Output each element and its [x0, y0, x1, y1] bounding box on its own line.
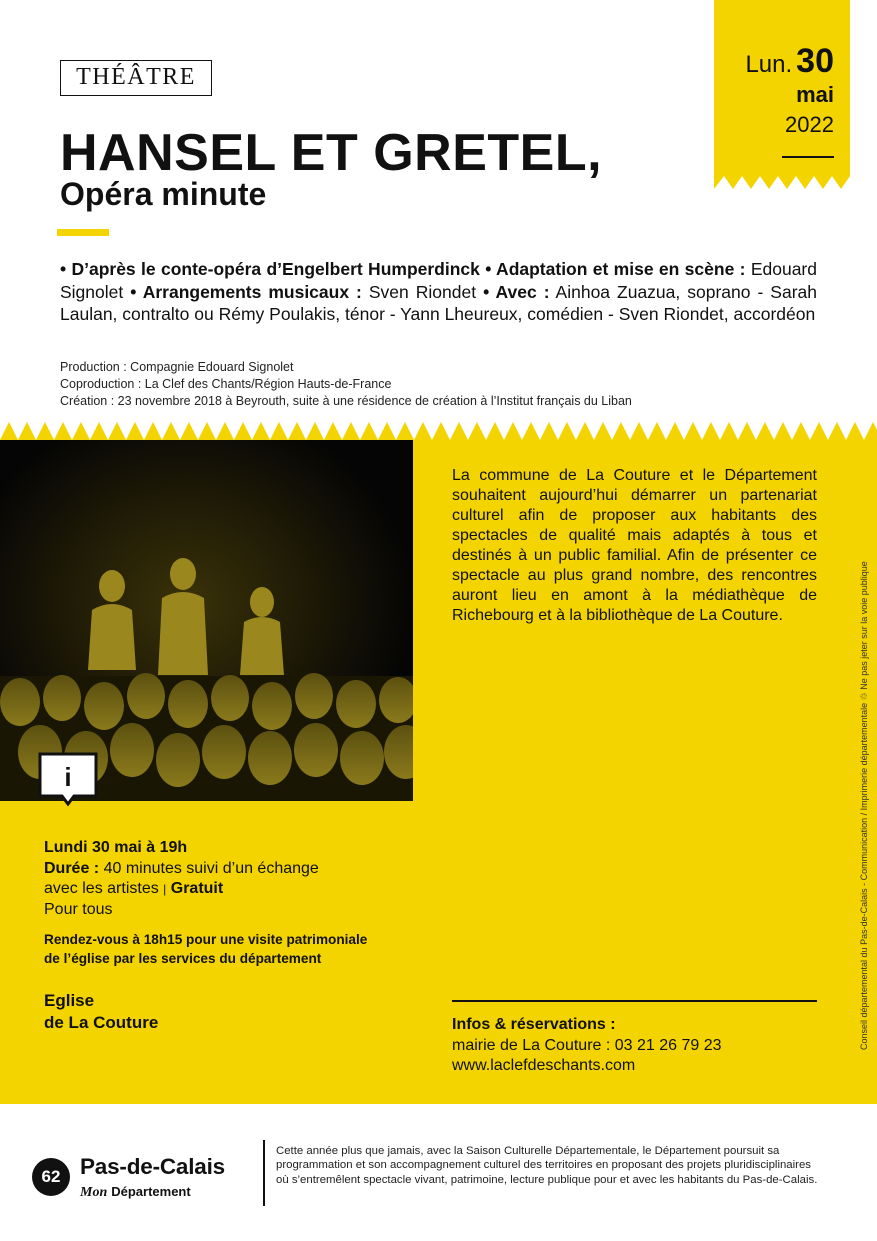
event-duration-value: 40 minutes suivi d’un échange [99, 859, 319, 877]
category-label: THÉÂTRE [60, 60, 212, 96]
logo-tag-script: Mon [80, 1185, 108, 1200]
credits-arrangements: Sven Riondet [361, 281, 484, 302]
logo-name: Pas-de-Calais [80, 1154, 225, 1179]
event-separator: | [163, 882, 167, 896]
event-datetime-text: Lundi 30 mai à 19h [44, 839, 188, 856]
footer-divider [263, 1140, 265, 1206]
production-info [60, 359, 632, 410]
event-duration [44, 859, 404, 880]
creation-line: Création : 23 novembre 2018 à Beyrouth, suite à une résidence de création à l’Institut français du Liban [60, 394, 632, 408]
event-duration-label: Durée : [44, 859, 100, 877]
date-rule [782, 156, 834, 158]
page-subtitle: Opéra minute [60, 176, 267, 212]
infos-label: Infos & réservations : [452, 1016, 616, 1033]
date-day [745, 42, 834, 81]
page-title: HANSEL ET GRETEL, [60, 124, 603, 182]
credits-source-label: • D’après le conte-opéra d’Engelbert Humperdinck • Adaptation et mise en scène : [60, 259, 746, 279]
date-weekday: Lun. [745, 51, 793, 78]
title-accent-bar [57, 229, 109, 236]
logo-tag-text: Département [111, 1184, 191, 1199]
description-paragraph: La commune de La Couture et le Département souhaitent aujourd’hui démarrer un partenariat culturel afin de proposer aux habitants des spectacles de qualité mais adaptés à tous et destinés à un public familial. Afin de présenter ce spectacle au plus grand nombre, des rencontres auront lieu en amont à la médiathèque de Richebourg et à la bibliothèque de La Couture. [452, 467, 817, 624]
side-credit: Conseil départemental du Pas-de-Calais - Communication / Imprimerie départementale ♲ Ne pas jeter sur la voie publique [859, 561, 869, 1050]
event-details [44, 838, 404, 920]
event-duration-cont-text: avec les artistes [44, 880, 159, 897]
event-datetime [44, 838, 404, 859]
footer-text: Cette année plus que jamais, avec la Saison Culturelle Départementale, le Département poursuit sa programmation et son accompagnement culturel des territoires en proposant des projets pluridisciplinaires où s’entremêlent spectacle vivant, patrimoine, lecture publique pour et avec les habitants du Pas-de-Calais. [276, 1145, 818, 1186]
event-audience: Pour tous [44, 900, 113, 918]
pas-de-calais-logo [32, 1150, 262, 1210]
logo-badge: 62 [32, 1158, 70, 1196]
performance-photo [0, 440, 413, 801]
credits-cast: Ainhoa Zuazua, soprano - Sarah Laulan, contralto ou Rémy Poulakis, ténor - Yann Lheureux, comédien - Sven Riondet, accordéon [60, 281, 817, 324]
venue-line-1: Eglise [44, 991, 95, 1010]
credits-direction: Edouard Signolet [60, 259, 817, 302]
credits-arrangements-label: • Arrangements musicaux : [130, 281, 362, 302]
credits-cast-label: • Avec : [483, 281, 550, 302]
infos-reservations [452, 1015, 722, 1077]
rendezvous-line-2: de l’église par les services du département [44, 951, 322, 966]
date-year: 2022 [785, 112, 834, 137]
logo-tag [80, 1184, 191, 1201]
date-banner [714, 0, 850, 196]
info-icon [38, 752, 98, 810]
infos-rule [452, 1000, 817, 1002]
infos-phone: mairie de La Couture : 03 21 26 79 23 [452, 1036, 722, 1054]
infos-website-link[interactable]: www.laclefdeschants.com [452, 1057, 636, 1074]
venue-line-2: de La Couture [44, 1013, 159, 1032]
event-price: Gratuit [170, 880, 224, 897]
credits-paragraph [60, 258, 817, 326]
coproduction-line: Coproduction : La Clef des Chants/Région Hauts-de-France [60, 377, 392, 391]
info-icon-glyph: i [64, 762, 72, 792]
date-day-number: 30 [796, 42, 834, 80]
date-month: mai [796, 82, 834, 107]
performance-photo-image [0, 440, 413, 801]
venue [44, 990, 158, 1034]
event-duration-cont [44, 879, 404, 900]
rendezvous-note [44, 930, 414, 968]
production-line: Production : Compagnie Edouard Signolet [60, 360, 294, 374]
rendezvous-line-1: Rendez-vous à 18h15 pour une visite patrimoniale [44, 932, 368, 947]
info-icon-shape [38, 752, 98, 810]
